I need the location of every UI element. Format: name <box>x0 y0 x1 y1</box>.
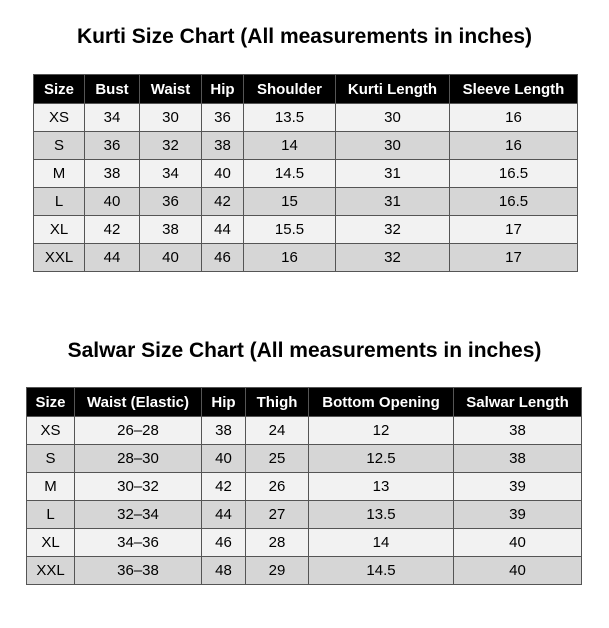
table-row <box>34 188 578 216</box>
kurti-header-cell: Kurti Length <box>336 75 450 104</box>
table-cell: 15 <box>244 188 336 216</box>
kurti-header-cell: Sleeve Length <box>450 75 578 104</box>
table-cell: XS <box>34 104 85 132</box>
table-cell: L <box>34 188 85 216</box>
table-row <box>27 529 582 557</box>
table-cell: 38 <box>202 417 246 445</box>
table-row <box>34 160 578 188</box>
table-row <box>27 557 582 585</box>
table-cell: 38 <box>202 132 244 160</box>
table-cell: 44 <box>202 501 246 529</box>
table-cell: 36 <box>85 132 140 160</box>
table-cell: 44 <box>85 244 140 272</box>
salwar-size-table <box>26 387 582 585</box>
table-cell: 39 <box>454 473 582 501</box>
salwar-header-row <box>27 388 582 417</box>
kurti-header-cell: Size <box>34 75 85 104</box>
table-cell: XXL <box>27 557 75 585</box>
table-row <box>27 445 582 473</box>
table-cell: 34 <box>85 104 140 132</box>
table-cell: 38 <box>454 445 582 473</box>
kurti-header-cell: Waist <box>140 75 202 104</box>
table-cell: 36 <box>140 188 202 216</box>
table-cell: 14.5 <box>309 557 454 585</box>
table-row <box>27 501 582 529</box>
table-cell: XXL <box>34 244 85 272</box>
table-cell: 13.5 <box>309 501 454 529</box>
table-cell: 17 <box>450 244 578 272</box>
table-cell: 32 <box>336 216 450 244</box>
table-cell: 30 <box>336 104 450 132</box>
table-cell: 13.5 <box>244 104 336 132</box>
table-cell: 39 <box>454 501 582 529</box>
table-cell: 25 <box>246 445 309 473</box>
salwar-header-cell: Bottom Opening <box>309 388 454 417</box>
table-cell: 36–38 <box>75 557 202 585</box>
table-cell: 38 <box>454 417 582 445</box>
table-cell: 14 <box>244 132 336 160</box>
table-cell: 36 <box>202 104 244 132</box>
kurti-header-cell: Hip <box>202 75 244 104</box>
table-cell: 28 <box>246 529 309 557</box>
table-cell: 34–36 <box>75 529 202 557</box>
table-cell: XS <box>27 417 75 445</box>
salwar-chart-title: Salwar Size Chart (All measurements in inches) <box>67 339 542 362</box>
kurti-header-cell: Shoulder <box>244 75 336 104</box>
table-cell: S <box>27 445 75 473</box>
table-cell: 17 <box>450 216 578 244</box>
table-cell: 38 <box>85 160 140 188</box>
table-cell: 13 <box>309 473 454 501</box>
table-cell: XL <box>27 529 75 557</box>
table-cell: M <box>27 473 75 501</box>
table-cell: 46 <box>202 244 244 272</box>
table-cell: 32 <box>140 132 202 160</box>
table-cell: 42 <box>202 188 244 216</box>
kurti-chart-title: Kurti Size Chart (All measurements in inches) <box>76 25 533 48</box>
table-cell: S <box>34 132 85 160</box>
table-cell: M <box>34 160 85 188</box>
table-cell: 14.5 <box>244 160 336 188</box>
table-cell: 16 <box>450 104 578 132</box>
table-cell: 30 <box>140 104 202 132</box>
table-cell: 16 <box>450 132 578 160</box>
table-cell: 12.5 <box>309 445 454 473</box>
table-cell: 16 <box>244 244 336 272</box>
table-cell: 31 <box>336 160 450 188</box>
table-cell: 40 <box>202 160 244 188</box>
table-cell: 44 <box>202 216 244 244</box>
salwar-header-cell: Waist (Elastic) <box>75 388 202 417</box>
table-cell: 16.5 <box>450 188 578 216</box>
table-cell: 42 <box>85 216 140 244</box>
table-cell: 26 <box>246 473 309 501</box>
table-cell: 48 <box>202 557 246 585</box>
table-cell: 28–30 <box>75 445 202 473</box>
table-cell: 30–32 <box>75 473 202 501</box>
table-row <box>34 216 578 244</box>
table-cell: 40 <box>202 445 246 473</box>
table-row <box>34 244 578 272</box>
salwar-header-cell: Thigh <box>246 388 309 417</box>
table-cell: 15.5 <box>244 216 336 244</box>
salwar-header-cell: Hip <box>202 388 246 417</box>
table-cell: 40 <box>454 529 582 557</box>
table-cell: 30 <box>336 132 450 160</box>
table-cell: 40 <box>85 188 140 216</box>
table-cell: 29 <box>246 557 309 585</box>
table-cell: 42 <box>202 473 246 501</box>
table-cell: 24 <box>246 417 309 445</box>
kurti-size-table <box>33 74 578 272</box>
table-cell: 14 <box>309 529 454 557</box>
salwar-header-cell: Salwar Length <box>454 388 582 417</box>
table-row <box>34 132 578 160</box>
table-row <box>27 417 582 445</box>
table-cell: 31 <box>336 188 450 216</box>
salwar-header-cell: Size <box>27 388 75 417</box>
table-row <box>27 473 582 501</box>
table-cell: 38 <box>140 216 202 244</box>
table-cell: 34 <box>140 160 202 188</box>
table-cell: 26–28 <box>75 417 202 445</box>
table-cell: L <box>27 501 75 529</box>
table-cell: 12 <box>309 417 454 445</box>
table-cell: 40 <box>454 557 582 585</box>
table-cell: 27 <box>246 501 309 529</box>
table-row <box>34 104 578 132</box>
table-cell: XL <box>34 216 85 244</box>
table-cell: 16.5 <box>450 160 578 188</box>
table-cell: 46 <box>202 529 246 557</box>
kurti-header-row <box>34 75 578 104</box>
table-cell: 32 <box>336 244 450 272</box>
table-cell: 40 <box>140 244 202 272</box>
kurti-header-cell: Bust <box>85 75 140 104</box>
table-cell: 32–34 <box>75 501 202 529</box>
